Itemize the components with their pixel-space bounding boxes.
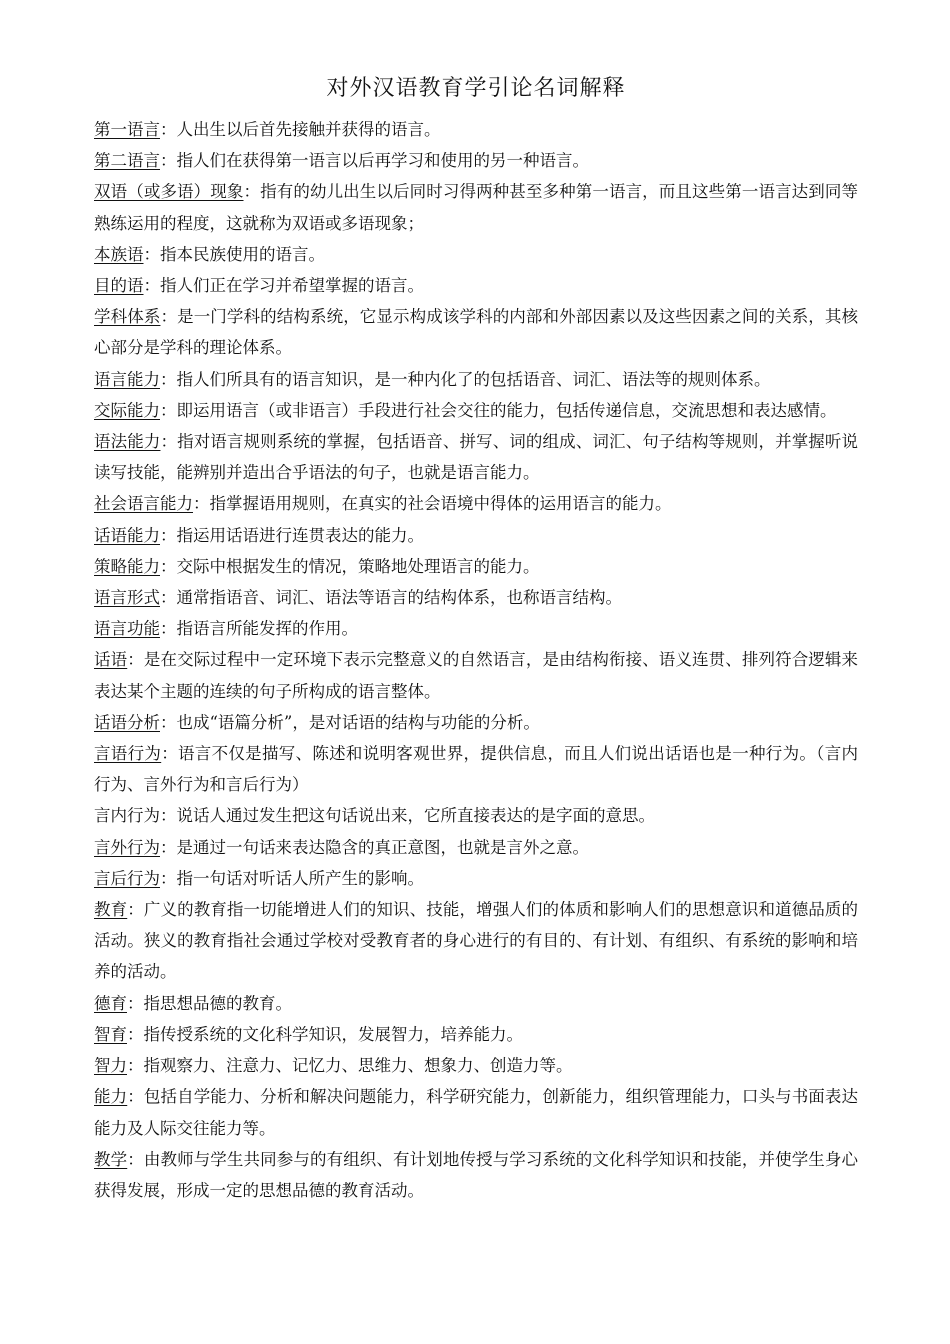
glossary-definition: 包括自学能力、分析和解决问题能力，科学研究能力，创新能力，组织管理能力，口头与书面表达能力及人际交往能力等。 (94, 1087, 859, 1138)
glossary-term: 智育 (94, 1024, 127, 1044)
glossary-definition: 交际中根据发生的情况，策略地处理语言的能力。 (176, 556, 540, 576)
glossary-term: 德育 (94, 993, 127, 1013)
term-colon: ： (143, 244, 160, 264)
glossary-definition: 即运用语言（或非语言）手段进行社会交往的能力，包括传递信息，交流思想和表达感情。 (176, 400, 837, 420)
glossary-entry (94, 1019, 858, 1050)
term-colon: ： (127, 900, 144, 920)
glossary-entry (94, 738, 858, 800)
glossary-term: 话语分析 (94, 712, 160, 732)
term-colon: ： (160, 400, 177, 420)
glossary-entry (94, 894, 858, 988)
term-colon: ： (161, 744, 178, 764)
term-colon: ： (193, 494, 210, 514)
glossary-term: 语言形式 (94, 588, 160, 608)
term-colon: ： (160, 619, 177, 639)
term-colon: ： (127, 1087, 144, 1107)
term-colon: ： (160, 120, 177, 139)
glossary-definition: 也成“语篇分析”，是对话语的结构与功能的分析。 (176, 712, 540, 732)
glossary-term: 第二语言 (94, 151, 160, 171)
glossary-entry (94, 832, 858, 863)
glossary-entry (94, 145, 858, 176)
glossary-entry (94, 1144, 858, 1206)
glossary-definition: 指运用话语进行连贯表达的能力。 (176, 525, 424, 545)
glossary-entry (94, 863, 858, 894)
term-colon: ： (160, 525, 177, 545)
glossary-definition: 说话人通过发生把这句话说出来，它所直接表达的是字面的意思。 (176, 806, 655, 826)
glossary-entry (94, 520, 858, 551)
term-colon: ： (160, 151, 177, 171)
glossary-entry (94, 551, 858, 582)
glossary-term: 言后行为 (94, 868, 160, 888)
glossary-term: 语言能力 (94, 369, 160, 389)
term-colon: ： (160, 712, 177, 732)
glossary-entry (94, 582, 858, 613)
glossary-definition: 是通过一句话来表达隐含的真正意图，也就是言外之意。 (176, 837, 589, 857)
glossary-definition: 指本民族使用的语言。 (160, 244, 325, 264)
term-colon: ： (243, 182, 261, 202)
glossary-term: 言内行为 (94, 806, 160, 826)
term-colon: ： (160, 868, 177, 888)
glossary-term: 交际能力 (94, 400, 160, 420)
glossary-definition: 指人们在获得第一语言以后再学习和使用的另一种语言。 (176, 151, 589, 171)
glossary-entry (94, 364, 858, 395)
glossary-term: 智力 (94, 1056, 127, 1076)
glossary-term: 目的语 (94, 276, 144, 296)
glossary-definition: 是在交际过程中一定环境下表示完整意义的自然语言，是由结构衔接、语义连贯、排列符合逻辑来表达某个主题的连续的句子所构成的语言整体。 (94, 650, 859, 701)
document-title: 对外汉语教育学引论名词解释 (326, 76, 626, 101)
glossary-term: 第一语言 (94, 120, 160, 139)
document-page (94, 68, 858, 1206)
term-colon: ： (160, 432, 178, 452)
glossary-entry (94, 644, 858, 706)
term-colon: ： (160, 588, 177, 608)
term-colon: ： (160, 369, 177, 389)
glossary-term: 言语行为 (94, 744, 162, 764)
glossary-term: 本族语 (94, 244, 144, 264)
glossary-entry (94, 301, 858, 363)
glossary-entry (94, 800, 858, 831)
glossary-entry (94, 176, 858, 238)
glossary-entry (94, 114, 858, 145)
glossary-entry (94, 270, 858, 301)
glossary-definition: 是一门学科的结构系统，它显示构成该学科的内部和外部因素以及这些因素之间的关系，其核心部分是学科的理论体系。 (94, 307, 859, 358)
glossary-definition: 广义的教育指一切能增进人们的知识、技能，增强人们的体质和影响人们的思想意识和道德品质的活动。狭义的教育指社会通过学校对受教育者的身心进行的有目的、有计划、有组织、有系统的影响和培养的活动。 (94, 900, 859, 982)
glossary-definition: 指人们所具有的语言知识，是一种内化了的包括语音、词汇、语法等的规则体系。 (176, 369, 771, 389)
term-colon: ： (160, 837, 177, 857)
glossary-term: 能力 (94, 1087, 128, 1107)
glossary-definition: 通常指语音、词汇、语法等语言的结构体系，也称语言结构。 (176, 588, 622, 608)
glossary-definition: 指人们正在学习并希望掌握的语言。 (160, 276, 424, 296)
glossary-entry (94, 1081, 858, 1143)
glossary-term: 话语 (94, 650, 128, 670)
term-colon: ： (127, 993, 144, 1013)
glossary-term: 语法能力 (94, 432, 161, 452)
term-colon: ： (143, 276, 160, 296)
glossary-entry (94, 1050, 858, 1081)
glossary-definition: 指对语言规则系统的掌握，包括语音、拼写、词的组成、词汇、句子结构等规则，并掌握听说读写技能，能辨别并造出合乎语法的句子，也就是语言能力。 (94, 432, 859, 483)
glossary-definition: 人出生以后首先接触并获得的语言。 (176, 120, 441, 139)
term-colon: ： (160, 556, 177, 576)
glossary-definition: 语言不仅是描写、陈述和说明客观世界，提供信息，而且人们说出话语也是一种行为。（言内行为、言外行为和言后行为） (94, 744, 859, 795)
term-colon: ： (160, 806, 177, 826)
glossary-term: 社会语言能力 (94, 494, 193, 514)
term-colon: ： (127, 1056, 144, 1076)
glossary-term: 语言功能 (94, 619, 160, 639)
glossary-term: 策略能力 (94, 556, 160, 576)
glossary-term: 学科体系 (94, 307, 161, 327)
glossary-definition: 指掌握语用规则，在真实的社会语境中得体的运用语言的能力。 (209, 494, 672, 514)
glossary-entry (94, 613, 858, 644)
glossary-entry (94, 395, 858, 426)
glossary-entry (94, 988, 858, 1019)
glossary-term: 话语能力 (94, 525, 160, 545)
glossary-term: 言外行为 (94, 837, 160, 857)
glossary-definition: 指观察力、注意力、记忆力、思维力、想象力、创造力等。 (143, 1056, 573, 1076)
glossary-definition: 由教师与学生共同参与的有组织、有计划地传授与学习系统的文化科学知识和技能，并使学生身心获得发展，形成一定的思想品德的教育活动。 (94, 1149, 859, 1200)
term-colon: ： (127, 1024, 144, 1044)
glossary-entry (94, 239, 858, 270)
term-colon: ： (160, 307, 178, 327)
glossary-definition: 指传授系统的文化科学知识，发展智力，培养能力。 (143, 1024, 523, 1044)
glossary-definition: 指思想品德的教育。 (143, 993, 292, 1013)
glossary-entry (94, 707, 858, 738)
glossary-term: 教学 (94, 1149, 128, 1169)
glossary-entry (94, 426, 858, 488)
glossary-term: 教育 (94, 900, 128, 920)
glossary-definition: 指有的幼儿出生以后同时习得两种甚至多种第一语言，而且这些第一语言达到同等熟练运用的程度，这就称为双语或多语现象； (94, 182, 859, 233)
glossary-term: 双语（或多语）现象 (94, 182, 244, 202)
glossary-entry (94, 488, 858, 519)
glossary-definition: 指一句话对听话人所产生的影响。 (176, 868, 424, 888)
glossary-definition: 指语言所能发挥的作用。 (176, 619, 358, 639)
term-colon: ： (127, 650, 144, 670)
term-colon: ： (127, 1149, 144, 1169)
